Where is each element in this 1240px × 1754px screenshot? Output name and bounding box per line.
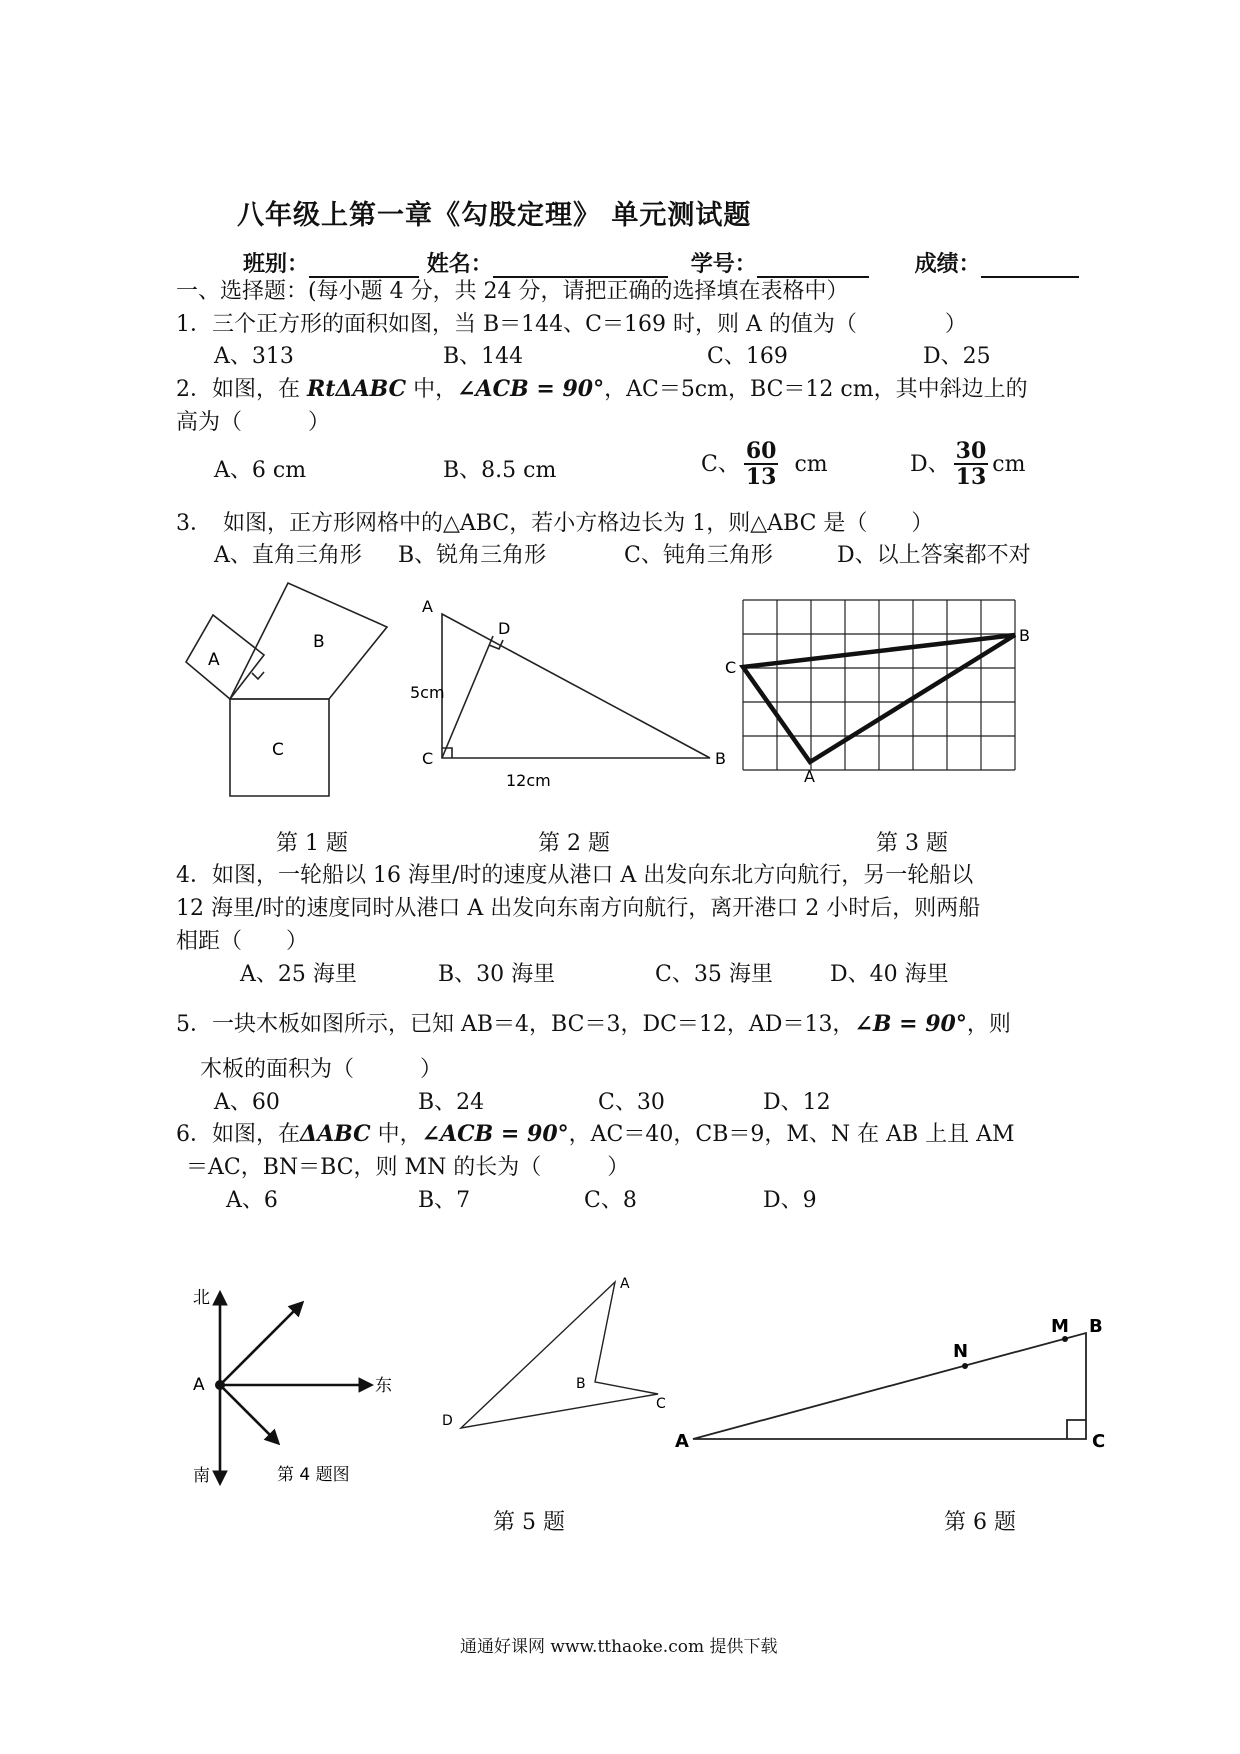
question-2-option-d: [910, 439, 1025, 489]
student-info-row: [243, 247, 1079, 278]
side-ac-length: 5cm: [410, 683, 445, 702]
question-1-option-b: B、144: [443, 344, 524, 369]
question-5-option-d: D、12: [763, 1090, 831, 1115]
triangle-name: ΔABC: [300, 1121, 371, 1147]
question-4-stem-line3: 相距（ ）: [176, 929, 309, 954]
option-label: C、: [701, 451, 740, 477]
question-6-option-b: B、7: [418, 1188, 471, 1213]
fraction: [744, 439, 779, 489]
question-3-stem: 3． 如图，正方形网格中的△ABC，若小方格边长为 1，则△ABC 是（ ）: [176, 511, 934, 536]
numerator: 30: [955, 438, 987, 464]
label-south: 南: [193, 1466, 210, 1486]
label-a: A: [208, 650, 220, 670]
question-6-text: ，AC＝40，CB＝9，M、N 在 AB 上且 AM: [568, 1122, 1015, 1147]
triangle-abc: [693, 1333, 1086, 1439]
score-field[interactable]: [981, 254, 1079, 278]
figure-1-caption: 第 1 题: [276, 831, 348, 856]
option-label: D、: [910, 451, 950, 477]
northeast-arrow: [220, 1303, 302, 1385]
figure-2: [410, 590, 740, 790]
class-label: 班别：: [243, 252, 310, 277]
question-6-text: 6．如图，在: [176, 1122, 300, 1147]
question-2-text: 中，: [406, 377, 458, 402]
question-6-option-c: C、8: [584, 1188, 637, 1213]
fraction: [954, 439, 989, 489]
label-b: B: [715, 749, 726, 768]
label-d: D: [498, 619, 511, 638]
question-1-option-d: D、25: [923, 344, 991, 369]
question-3-option-a: A、直角三角形: [214, 543, 362, 568]
port-point: [215, 1380, 225, 1390]
question-4-stem-line1: 4．如图，一轮船以 16 海里/时的速度从港口 A 出发向东北方向航行，另一轮船以: [176, 863, 974, 888]
section-heading: 一、选择题：(每小题 4 分，共 24 分，请把正确的选择填在表格中）: [176, 279, 849, 304]
altitude-cd: [442, 636, 493, 758]
question-3-option-b: B、锐角三角形: [398, 543, 547, 568]
figure-1: [170, 575, 400, 805]
figure-3: [725, 590, 1065, 790]
label-c: C: [422, 749, 434, 768]
unit: cm: [992, 451, 1026, 477]
label-a: A: [804, 767, 815, 786]
figure-3-caption: 第 3 题: [876, 831, 948, 856]
label-c: C: [656, 1396, 666, 1412]
point-n: [962, 1363, 968, 1369]
label-c: C: [1092, 1431, 1106, 1452]
figure-6: [675, 1295, 1115, 1460]
question-1-option-a: A、313: [214, 344, 294, 369]
question-6-option-d: D、9: [763, 1188, 817, 1213]
label-a: A: [193, 1375, 205, 1395]
question-2-option-c: [701, 439, 828, 489]
label-d: D: [442, 1413, 453, 1429]
question-5-option-c: C、30: [598, 1090, 665, 1115]
question-4-option-c: C、35 海里: [655, 962, 773, 987]
student-id-label: 学号：: [690, 252, 757, 277]
denominator: 13: [745, 464, 777, 490]
question-3-option-d: D、以上答案都不对: [837, 543, 1031, 568]
question-6-stem: [176, 1118, 1015, 1151]
question-5-text: ，则: [966, 1012, 1011, 1037]
label-b: B: [313, 632, 325, 652]
label-b: B: [1089, 1316, 1103, 1337]
square-a: [186, 615, 264, 699]
question-4-stem-line2: 12 海里/时的速度同时从港口 A 出发向东南方向航行，离开港口 2 小时后，则两船: [176, 896, 981, 921]
figure-6-caption: 第 6 题: [944, 1510, 1016, 1535]
label-m: M: [1051, 1316, 1069, 1337]
figure-5: [440, 1270, 685, 1450]
denominator: 13: [955, 464, 987, 490]
unit: cm: [794, 451, 828, 477]
question-5-stem: [176, 1008, 1011, 1041]
question-2-text: 2．如图，在: [176, 377, 307, 402]
numerator: 60: [745, 438, 777, 464]
figure-2-caption: 第 2 题: [538, 831, 610, 856]
page-title: 八年级上第一章《勾股定理》 单元测试题: [237, 200, 752, 231]
question-2-stem-line2: 高为（ ）: [176, 410, 331, 435]
square-grid: [743, 600, 1015, 770]
side-bc-length: 12cm: [506, 771, 551, 790]
question-5-option-a: A、60: [214, 1090, 280, 1115]
label-a: A: [422, 597, 433, 616]
label-east: 东: [375, 1376, 392, 1396]
right-angle-mark: [252, 672, 264, 679]
label-a: A: [620, 1276, 630, 1292]
question-3-option-c: C、钝角三角形: [624, 543, 773, 568]
question-5-text: 5．一块木板如图所示，已知 AB＝4，BC＝3，DC＝12，AD＝13，: [176, 1012, 855, 1037]
label-b: B: [576, 1376, 586, 1392]
angle-expression: ∠ACB = 90°: [457, 376, 605, 402]
question-2-option-a: A、6 cm: [214, 458, 307, 483]
question-5-option-b: B、24: [418, 1090, 485, 1115]
label-c: C: [272, 740, 284, 760]
label-north: 北: [193, 1288, 210, 1308]
footer-note: 通通好课网 www.tthaoke.com 提供下载: [460, 1637, 778, 1657]
angle-expression: ∠B = 90°: [854, 1011, 967, 1037]
right-angle-mark: [1067, 1420, 1086, 1439]
question-2-text: ，AC＝5cm，BC＝12 cm，其中斜边上的: [604, 377, 1028, 402]
label-c: C: [725, 658, 737, 677]
question-6-stem-line2: ＝AC，BN＝BC，则 MN 的长为（ ）: [186, 1155, 630, 1180]
label-n: N: [953, 1341, 969, 1362]
question-2-stem: [176, 373, 1028, 406]
figure-4: [185, 1285, 405, 1490]
question-2-option-b: B、8.5 cm: [443, 458, 557, 483]
square-b: [230, 583, 387, 699]
label-b: B: [1019, 626, 1030, 645]
label-a: A: [675, 1431, 689, 1452]
question-1-option-c: C、169: [707, 344, 788, 369]
question-6-option-a: A、6: [226, 1188, 278, 1213]
question-5-stem-line2: 木板的面积为（ ）: [200, 1057, 443, 1082]
southeast-arrow: [220, 1385, 278, 1443]
question-4-option-d: D、40 海里: [830, 962, 949, 987]
name-label: 姓名：: [426, 252, 493, 277]
question-1-stem: 1．三个正方形的面积如图，当 B＝144、C＝169 时，则 A 的值为（ ）: [176, 312, 967, 337]
triangle-abc: [442, 614, 710, 758]
angle-expression: ∠ACB = 90°: [421, 1121, 569, 1147]
board-abcd: [461, 1282, 658, 1428]
score-label: 成绩：: [914, 252, 981, 277]
figure-4-caption: 第 4 题图: [277, 1465, 350, 1485]
question-4-option-b: B、30 海里: [438, 962, 556, 987]
triangle-name: RtΔABC: [307, 376, 407, 402]
figure-5-caption: 第 5 题: [493, 1510, 565, 1535]
question-4-option-a: A、25 海里: [240, 962, 357, 987]
question-6-text: 中，: [370, 1122, 422, 1147]
